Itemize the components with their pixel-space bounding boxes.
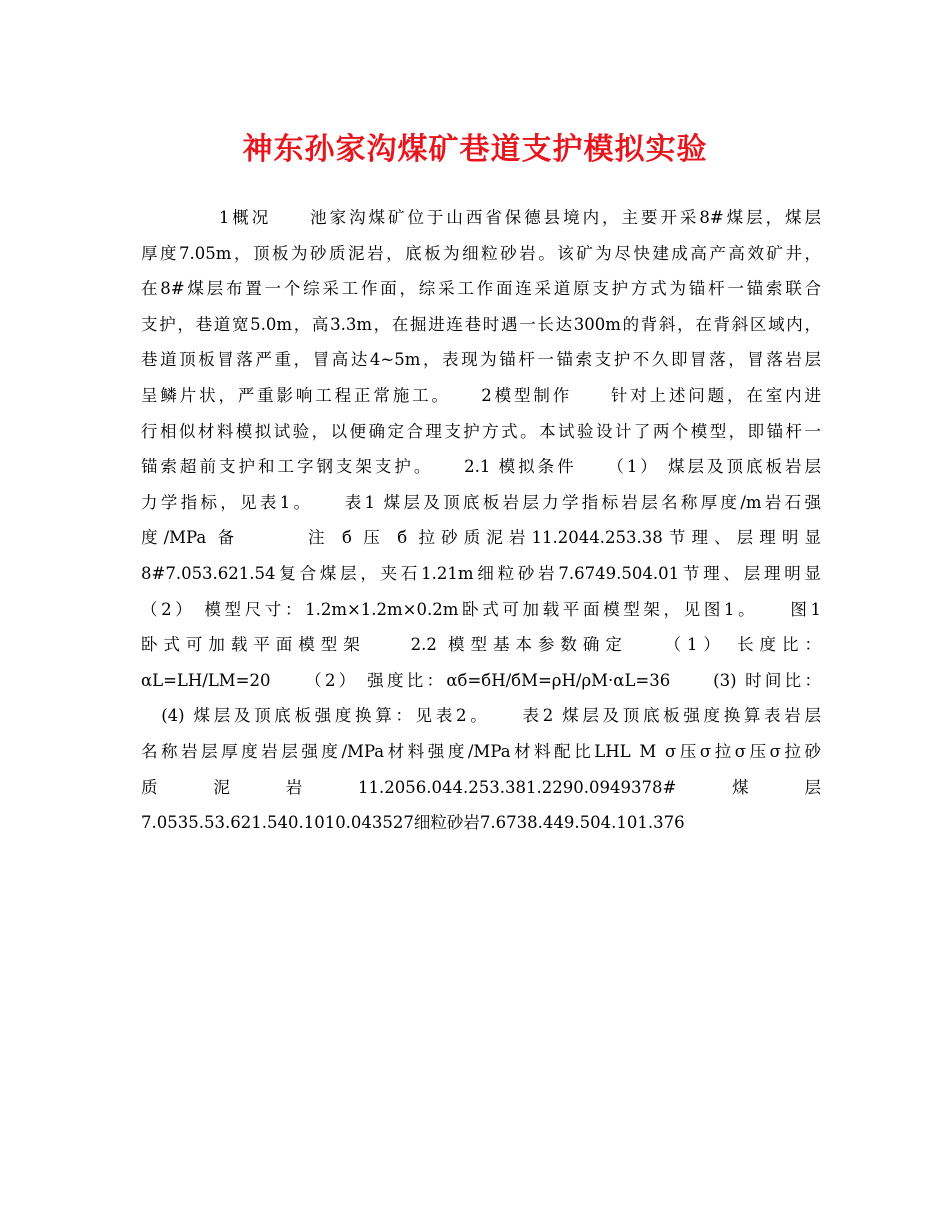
body-line: 厚度7.05m，顶板为砂质泥岩，底板为细粒砂岩。该矿为尽快建成高产高效矿井， <box>141 243 821 263</box>
body-line: 质 泥 岩 11.2056.044.253.381.2290.0949378# 煤 层 <box>141 777 821 797</box>
body-line: (4) 煤层及顶底板强度换算：见表2。 表2 煤层及顶底板强度换算表岩层 <box>141 706 821 726</box>
body-line: 卧式可加载平面模型架 2.2 模型基本参数确定 （1） 长度比： <box>141 635 821 655</box>
body-line: 1概况 池家沟煤矿位于山西省保德县境内，主要开采8#煤层，煤层 <box>141 208 821 227</box>
body-line: 呈鳞片状，严重影响工程正常施工。 2模型制作 针对上述问题，在室内进 <box>141 385 821 405</box>
body-line: 名称岩层厚度岩层强度/MPa材料强度/MPa材料配比LHL M σ压σ拉σ压σ拉砂 <box>141 741 821 761</box>
document-body <box>141 200 821 841</box>
body-line: 7.0535.53.621.540.1010.043527细粒砂岩7.6738.449.504.101.376 <box>141 813 685 833</box>
document-title: 神东孙家沟煤矿巷道支护模拟实验 <box>242 132 708 167</box>
body-line: 8#7.053.621.54复合煤层，夹石1.21m细粒砂岩7.6749.504.01节理、层理明显 <box>141 563 821 583</box>
body-line: 在8#煤层布置一个综采工作面，综采工作面连采道原支护方式为锚杆一锚索联合 <box>141 279 821 299</box>
body-line: 力学指标，见表1。 表1 煤层及顶底板岩层力学指标岩层名称厚度/m岩石强 <box>141 492 821 512</box>
body-line: 支护，巷道宽5.0m，高3.3m，在掘进连巷时遇一长达300m的背斜，在背斜区域内， <box>141 314 821 334</box>
body-line: （2） 模型尺寸：1.2m×1.2m×0.2m卧式可加载平面模型架，见图1。 图1 <box>141 599 821 619</box>
body-line: 巷道顶板冒落严重，冒高达4~5m，表现为锚杆一锚索支护不久即冒落，冒落岩层 <box>141 350 821 370</box>
body-line: 行相似材料模拟试验，以便确定合理支护方式。本试验设计了两个模型，即锚杆一 <box>141 421 821 441</box>
body-line: αL=LH/LM=20 （2） 强度比：αб=бH/бM=ρH/ρM·αL=36 (3) 时间比： <box>141 670 821 690</box>
body-line: 度/MPa 备 注 б 压 б 拉砂质泥岩11.2044.253.38节理、层理明显 <box>141 528 821 548</box>
body-line: 锚索超前支护和工字钢支架支护。 2.1 模拟条件 （1） 煤层及顶底板岩层 <box>141 457 821 477</box>
